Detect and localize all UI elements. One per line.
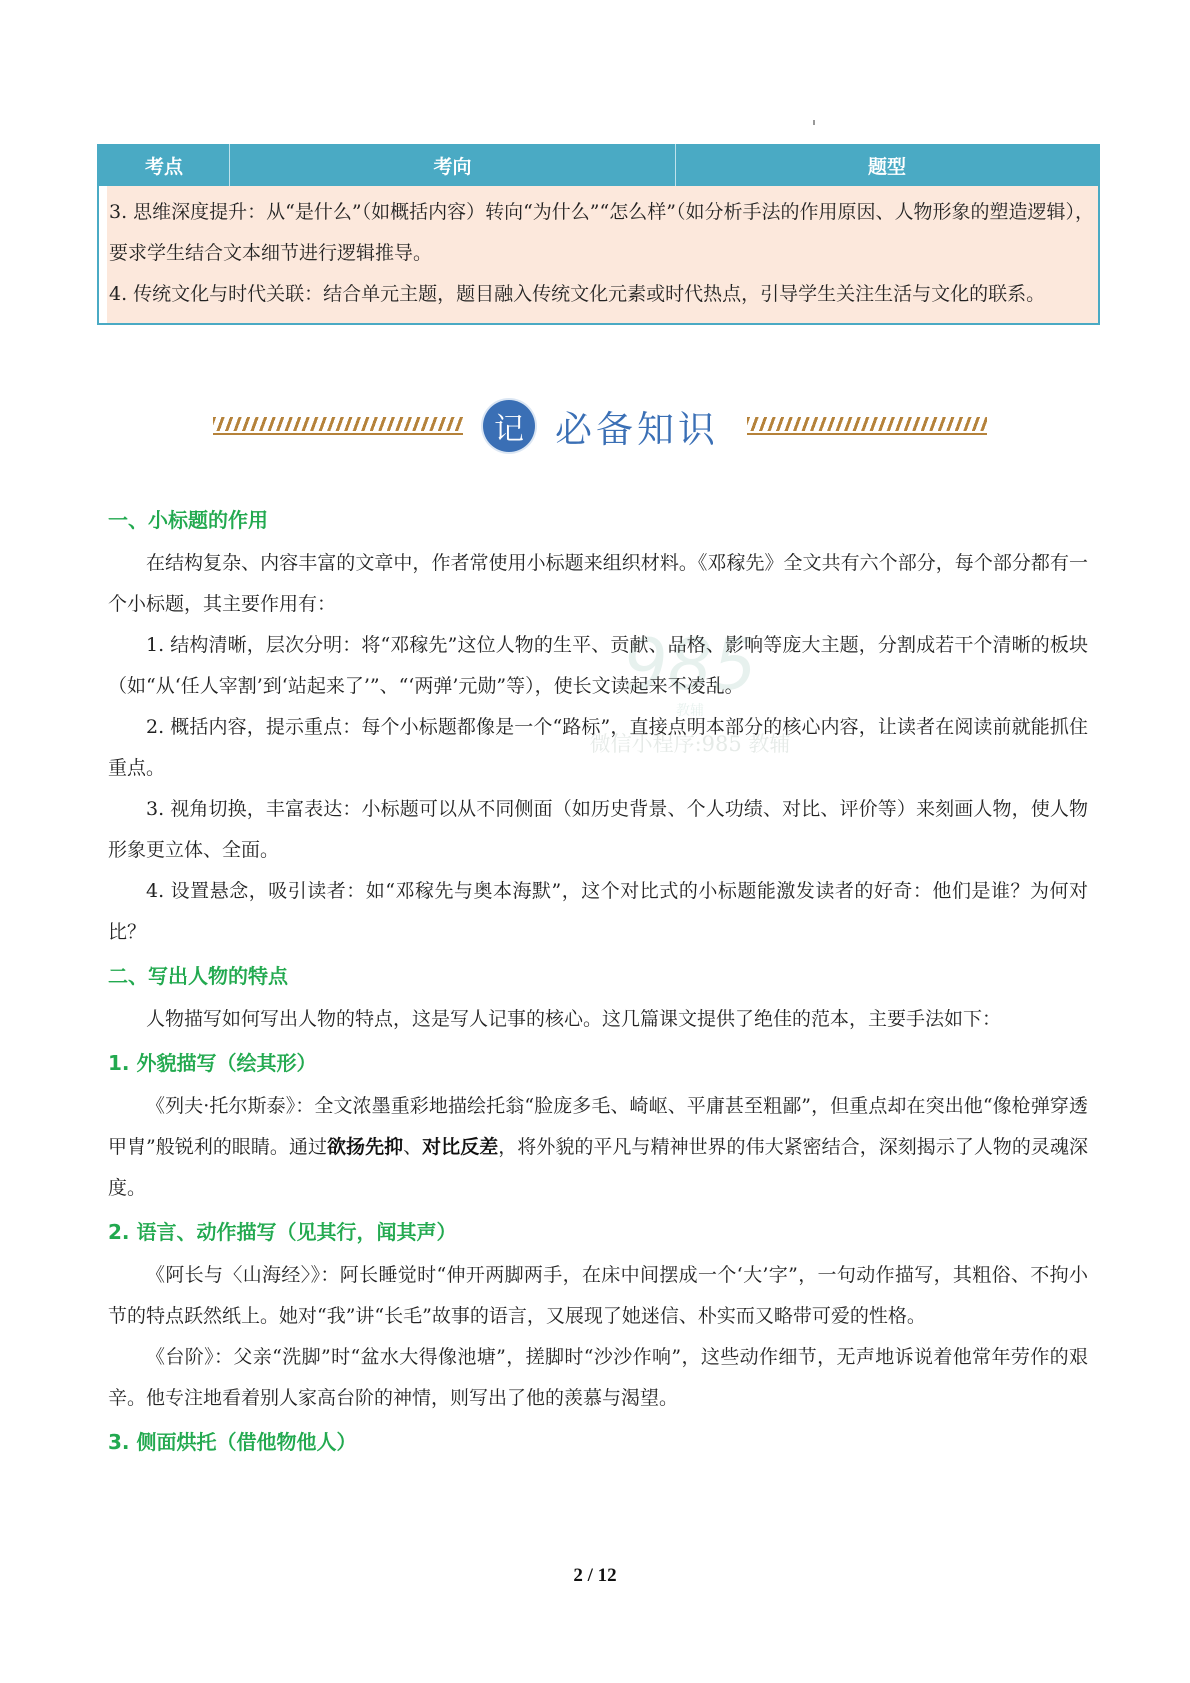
header-kaodian: 考点 — [99, 144, 230, 186]
paragraph — [108, 1086, 1088, 1209]
paragraph: 在结构复杂、内容丰富的文章中，作者常使用小标题来组织材料。《邓稼先》全文共有六个部分，每个部分都有一个小标题，其主要作用有： — [108, 552, 1088, 615]
header-tixing: 题型 — [867, 155, 906, 178]
subheading-appearance: 1. 外貌描写（绘其形） — [108, 1051, 317, 1075]
paragraph: 《台阶》：父亲“洗脚”时“盆水大得像池塘”，搓脚时“沙沙作响”，这些动作细节，无声地诉说着他常年劳作的艰辛。他专注地看着别人家高台阶的神情，则写出了他的羡慕与渴望。 — [108, 1346, 1088, 1409]
text-run: 《列夫·托尔斯泰》：全文浓墨重彩地描绘托翁“脸庞多毛、崎岖、平庸甚至粗鄙”，但重点却在突出他“像枪弹穿透甲胄”般锐利的眼睛。通过 — [108, 1095, 1088, 1158]
list-item: 2. 概括内容，提示重点：每个小标题都像是一个“路标”，直接点明本部分的核心内容，让读者在阅读前就能抓住重点。 — [108, 716, 1088, 779]
page-number: 2 / 12 — [573, 1565, 617, 1586]
list-item: 1. 结构清晰，层次分明：将“邓稼先”这位人物的生平、贡献、品格、影响等庞大主题，分割成若干个清晰的板块（如“从‘任人宰割’到‘站起来了’”、“‘两弹’元勋”等），使长文读起来不凌乱。 — [108, 634, 1088, 697]
exam-points-table — [97, 144, 1100, 325]
table-line-4: 4. 传统文化与时代关联：结合单元主题，题目融入传统文化元素或时代热点，引导学生关注生活与文化的联系。 — [109, 283, 1046, 305]
header-kaoxiang: 考向 — [230, 144, 676, 186]
section-heading-2: 二、写出人物的特点 — [108, 964, 288, 988]
decorative-stripe-left — [213, 417, 463, 431]
paragraph: 《阿长与〈山海经〉》：阿长睡觉时“伸开两脚两手，在床中间摆成一个‘大’字”，一句动作描写，其粗俗、不拘小节的特点跃然纸上。她对“我”讲“长毛”故事的语言，又展现了她迷信、朴实而又略带可爱的性格。 — [108, 1264, 1088, 1327]
note-badge-icon: 记 — [483, 400, 535, 452]
keyword-bold: 欲扬先抑 — [327, 1136, 404, 1158]
table-line-3: 3. 思维深度提升：从“是什么”（如概括内容）转向“为什么”“怎么样”（如分析手法的作用原因、人物形象的塑造逻辑），要求学生结合文本细节进行逻辑推导。 — [109, 201, 1094, 264]
watermark-sub: 教辅 — [676, 703, 704, 719]
list-item: 3. 视角切换，丰富表达：小标题可以从不同侧面（如历史背景、个人功绩、对比、评价等）来刻画人物，使人物形象更立体、全面。 — [108, 798, 1088, 861]
subheading-language-action: 2. 语言、动作描写（见其行，闻其声） — [108, 1220, 457, 1244]
table-body — [107, 186, 1098, 323]
header-mark — [813, 120, 815, 125]
watermark-number: 985 — [623, 624, 757, 706]
text-run: 、 — [403, 1136, 423, 1158]
text-run: ，将外貌的平凡与精神世界的伟大紧密结合，深刻揭示了人物的灵魂深度。 — [108, 1136, 1088, 1199]
watermark-text: 微信小程序:985 教辅 — [589, 732, 791, 756]
main-content — [108, 497, 1088, 1465]
section-heading-1: 一、小标题的作用 — [108, 508, 268, 532]
section-banner — [205, 397, 985, 453]
decorative-stripe-right — [747, 417, 987, 431]
list-item: 4. 设置悬念，吸引读者：如“邓稼先与奥本海默”，这个对比式的小标题能激发读者的好奇：他们是谁？为何对比？ — [108, 880, 1088, 943]
banner-title: 必备知识 — [555, 408, 719, 451]
paragraph: 人物描写如何写出人物的特点，这是写人记事的核心。这几篇课文提供了绝佳的范本，主要手法如下： — [146, 1008, 1002, 1030]
keyword-bold: 对比反差 — [422, 1136, 499, 1158]
subheading-side-contrast: 3. 侧面烘托（借他物他人） — [108, 1430, 357, 1454]
table-header — [99, 144, 1098, 186]
